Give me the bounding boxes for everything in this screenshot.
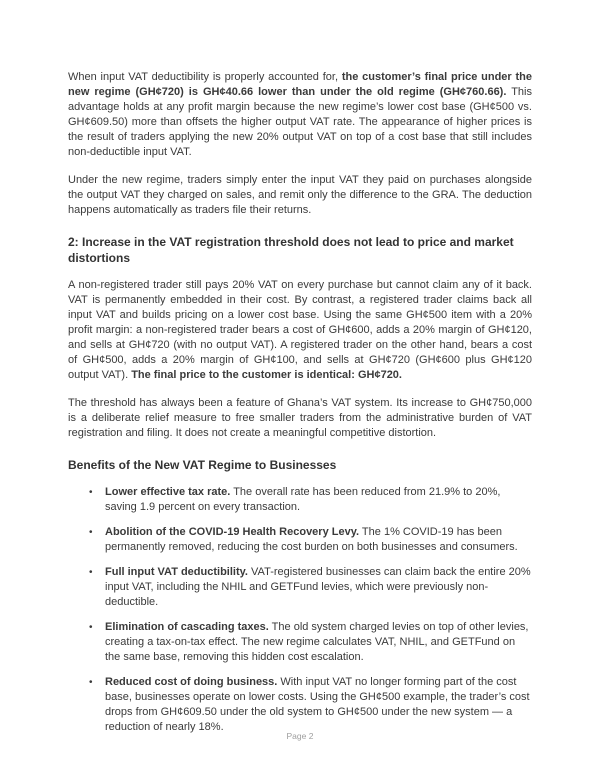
bullet-bold-label: Full input VAT deductibility. — [105, 566, 248, 578]
bullet-item-input-deductibility — [68, 565, 532, 610]
paragraph-text: Under the new regime, traders simply enter the input VAT they paid on purchases alongside the output VAT they charged on sales, and remit only the difference to the GRA. The deduction happens automatically as traders file their returns. — [68, 174, 532, 216]
section-heading-benefits: Benefits of the New VAT Regime to Businesses — [68, 458, 337, 472]
bullet-item-covid-levy — [68, 525, 532, 555]
bullet-text: The 1% COVID-19 has been permanently removed, reducing the cost burden on both businesses and consumers. — [105, 526, 518, 553]
paragraph-new-regime-filing — [68, 173, 532, 218]
paragraph-text: When input VAT deductibility is properly accounted for, — [68, 71, 342, 83]
bullet-text: The old system charged levies on top of other levies, creating a tax-on-tax effect. The new regime calculates VAT, NHIL, and GETFund on the same base, removing this hidden cost escalation. — [105, 621, 529, 663]
paragraph-text: This advantage holds at any profit margin because the new regime’s lower cost base (GH¢500 vs. GH¢609.50) more than offsets the higher output VAT rate. The appearance of higher prices is the result of traders applying the new 20% output VAT on top of a cost base that still includes non-deductible input VAT. — [68, 86, 532, 158]
section-heading-threshold: 2: Increase in the VAT registration threshold does not lead to price and market distortions — [68, 235, 514, 265]
paragraph-text: A non-registered trader still pays 20% VAT on every purchase but cannot claim any of it back. VAT is permanently embedded in their cost. By contrast, a registered trader claims back all input VAT and builds pricing on a lower cost base. Using the same GH¢500 item with a 20% profit margin: a non-registered trader bears a cost of GH¢600, adds a 20% margin of GH¢120, and sells at GH¢720 (with no output VAT). A registered trader on the other hand, bears a cost of GH¢500, adds a 20% margin of GH¢100, and sells at GH¢720 (GH¢600 plus GH¢120 output VAT). — [68, 279, 532, 381]
paragraph-registered-vs-nonregistered — [68, 278, 532, 383]
page-number: Page 2 — [286, 731, 314, 741]
bullet-bold-label: Reduced cost of doing business. — [105, 676, 278, 688]
paragraph-bold-text: The final price to the customer is identical: GH¢720. — [131, 369, 402, 381]
bullet-item-cost-of-business — [68, 675, 532, 735]
bullet-bold-label: Elimination of cascading taxes. — [105, 621, 269, 633]
bullet-icon: • — [89, 622, 93, 633]
paragraph-threshold-relief — [68, 396, 532, 441]
document-content — [68, 70, 532, 745]
bullet-text: VAT-registered businesses can claim back the entire 20% input VAT, including the NHIL and GETFund levies, which were previously non-deductible. — [105, 566, 531, 608]
paragraph-final-price — [68, 70, 532, 160]
bullet-icon: • — [89, 487, 93, 498]
bullet-text: With input VAT no longer forming part of the cost base, businesses operate on lower costs. Using the GH¢500 example, the trader’s cost drops from GH¢609.50 under the old system to GH¢500 under the new system — a reduction of nearly 18%. — [105, 676, 530, 733]
bullet-item-cascading-taxes — [68, 620, 532, 665]
bullet-bold-label: Lower effective tax rate. — [105, 486, 231, 498]
paragraph-text: The threshold has always been a feature of Ghana’s VAT system. Its increase to GH¢750,000 is a deliberate relief measure to free smaller traders from the administrative burden of VAT registration and filing. It does not create a meaningful competitive distortion. — [68, 397, 532, 439]
bullet-icon: • — [89, 567, 93, 578]
bullet-text: The overall rate has been reduced from 21.9% to 20%, saving 1.9 percent on every transaction. — [105, 486, 501, 513]
benefits-bullet-list — [68, 485, 532, 735]
bullet-icon: • — [89, 677, 93, 688]
bullet-item-lower-rate — [68, 485, 532, 515]
bullet-bold-label: Abolition of the COVID-19 Health Recovery Levy. — [105, 526, 360, 538]
bullet-icon: • — [89, 527, 93, 538]
paragraph-bold-text: the customer’s final price under the new regime (GH¢720) is GH¢40.66 lower than under the old regime (GH¢760.66). — [68, 71, 532, 98]
